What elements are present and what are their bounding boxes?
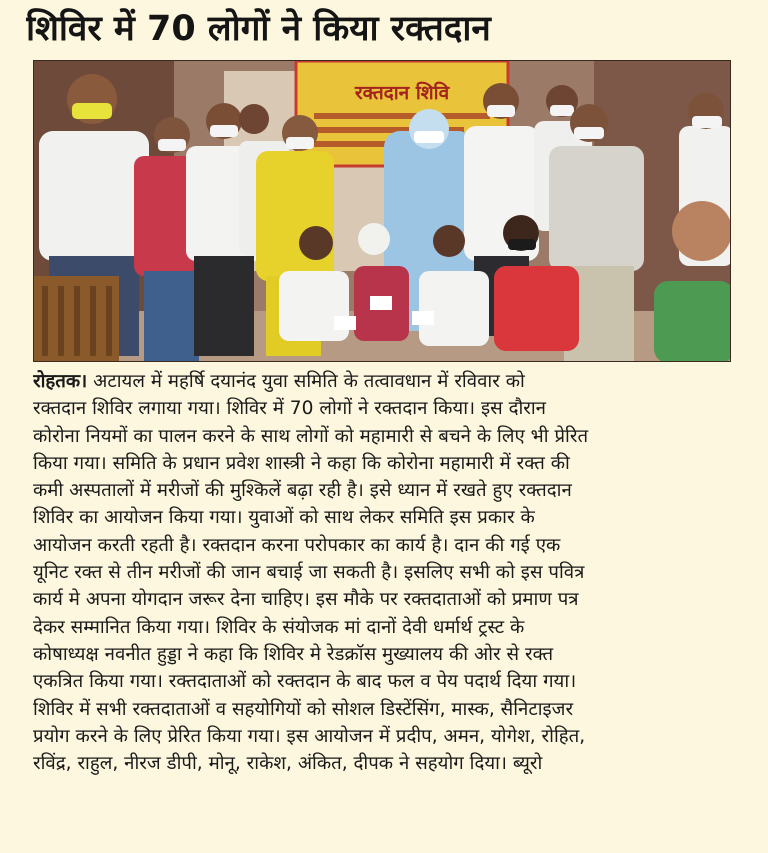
article-line — [33, 368, 738, 395]
article-line: कमी अस्पतालों में मरीजों की मुश्किलें बढ़ा रही है। इसे ध्यान में रखते हुए रक्तदान — [33, 480, 572, 502]
article-line: रविंद्र, राहुल, नीरज डीपी, मोनू, राकेश, अंकित, दीपक ने सहयोग दिया। ब्यूरो — [33, 753, 543, 775]
article-line: शिविर में सभी रक्तदाताओं व सहयोगियों को सोशल डिस्टेंसिंग, मास्क, सैनिटाइजर — [33, 698, 574, 720]
article-body — [33, 368, 738, 777]
article-line: रक्तदान शिविर लगाया गया। शिविर में 70 लोगों ने रक्तदान किया। इस दौरान — [33, 398, 546, 420]
article-line: कोषाध्यक्ष नवनीत हुड्डा ने कहा कि शिविर मे रेडक्रॉस मुख्यालय की ओर से रक्त — [33, 643, 554, 665]
article-line: प्रयोग करने के लिए प्रेरित किया गया। इस आयोजन में प्रदीप, अमन, योगेश, रोहित, — [33, 725, 586, 747]
article-line: एकत्रित किया गया। रक्तदाताओं को रक्तदान के बाद फल व पेय पदार्थ दिया गया। — [33, 671, 577, 693]
news-photo — [33, 60, 731, 362]
article-line: देकर सम्मानित किया गया। शिविर के संयोजक मां दानों देवी धर्मार्थ ट्रस्ट के — [33, 616, 525, 638]
article-line: आयोजन करती रहती है। रक्तदान करना परोपकार का कार्य है। दान की गई एक — [33, 534, 561, 556]
article-line-text: अटायल में महर्षि दयानंद युवा समिति के तत्वावधान में रविवार को — [93, 371, 525, 392]
wooden-chair — [34, 276, 119, 362]
dateline: रोहतक। — [33, 371, 88, 392]
article-line: कार्य मे अपना योगदान जरूर देना चाहिए। इस मौके पर रक्तदाताओं को प्रमाण पत्र — [33, 589, 579, 611]
article-line: कोरोना नियमों का पालन करने के साथ लोगों को महामारी से बचने के लिए भी प्रेरित — [33, 425, 589, 447]
article-line: किया गया। समिति के प्रधान प्रवेश शास्त्री ने कहा कि कोरोना महामारी में रक्त की — [33, 452, 570, 474]
article-line: यूनिट रक्त से तीन मरीजों की जान बचाई जा सकती है। इसलिए सभी को इस पवित्र — [33, 562, 585, 584]
article-line: शिविर का आयोजन किया गया। युवाओं को साथ लेकर समिति इस प्रकार के — [33, 507, 535, 529]
banner-text: रक्तदान शिवि — [354, 82, 450, 104]
headline: शिविर में 70 लोगों ने किया रक्तदान — [26, 9, 491, 49]
